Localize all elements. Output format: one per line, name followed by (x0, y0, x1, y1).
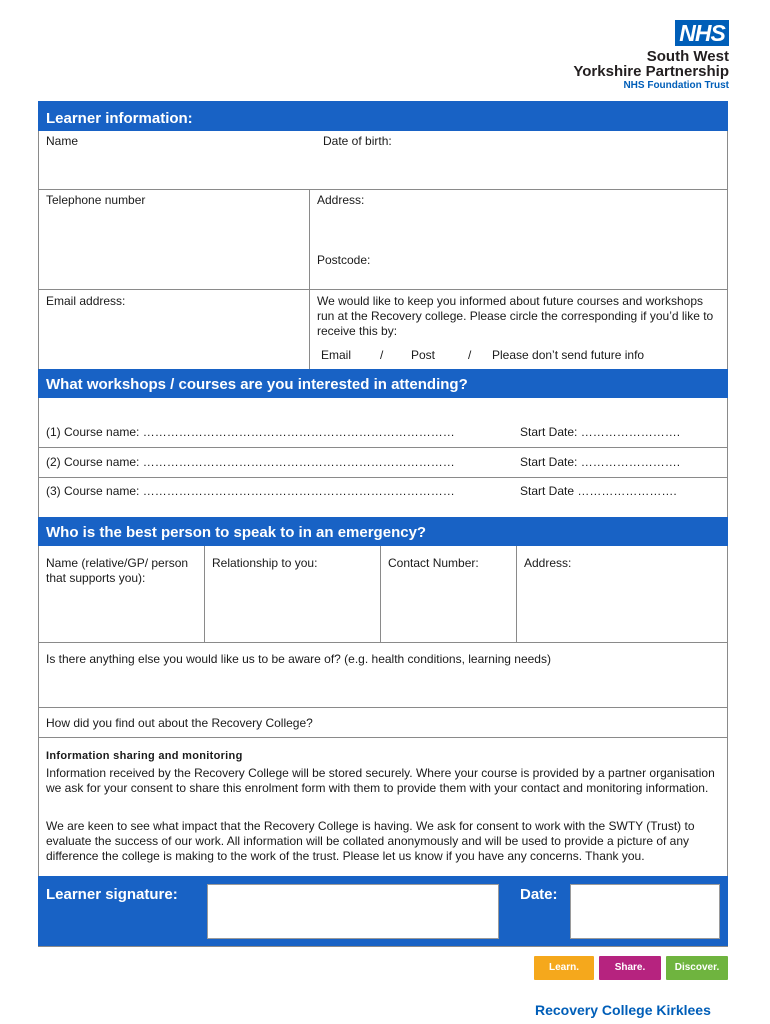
start-date-2[interactable]: Start Date: ……………………. (520, 455, 681, 469)
divider (204, 546, 205, 642)
aware-label: Is there anything else you would like us to be aware of? (e.g. health conditions, learning needs) (46, 652, 551, 666)
email-label: Email address: (46, 294, 126, 308)
signature-field[interactable] (207, 884, 499, 939)
relationship-label: Relationship to you: (212, 556, 318, 570)
learner-info-heading: Learner information: (38, 101, 728, 131)
org-name-line1: South West (646, 48, 729, 65)
postcode-label: Postcode: (317, 253, 371, 267)
contact-option-none[interactable]: Please don’t send future info (492, 348, 645, 362)
emergency-heading: Who is the best person to speak to in an emergency? (38, 517, 728, 546)
emergency-address-label: Address: (524, 556, 572, 570)
course-name-3[interactable]: (3) Course name: …………………………………………………………………… (46, 484, 455, 498)
org-name-line3: NHS Foundation Trust (623, 80, 729, 91)
divider (38, 707, 728, 708)
start-date-3[interactable]: Start Date ……………………. (520, 484, 677, 498)
org-name-line2: Yorkshire Partnership (573, 63, 729, 80)
divider (38, 477, 728, 478)
date-label: Date: (520, 886, 558, 903)
discover-badge: Discover. (666, 956, 728, 980)
contact-option-post[interactable]: Post (411, 348, 436, 362)
start-date-1[interactable]: Start Date: ……………………. (520, 425, 681, 439)
postcode-field[interactable] (380, 250, 720, 286)
dob-field[interactable] (320, 150, 720, 186)
contact-option-email[interactable]: Email (321, 348, 352, 362)
found-out-field[interactable] (340, 710, 726, 736)
divider (380, 546, 381, 642)
nhs-logo: NHS (675, 20, 729, 46)
emergency-name-label: Name (relative/GP/ person that supports you): (46, 556, 189, 585)
divider (38, 737, 728, 738)
telephone-field[interactable] (40, 210, 305, 286)
name-field[interactable] (40, 132, 310, 188)
workshops-heading: What workshops / courses are you interested in attending? (38, 369, 728, 398)
signature-label: Learner signature: (46, 886, 178, 903)
divider (38, 189, 728, 190)
contact-number-label: Contact Number: (388, 556, 479, 570)
address-field[interactable] (312, 210, 722, 250)
aware-field[interactable] (40, 670, 726, 706)
course-name-2[interactable]: (2) Course name: …………………………………………………………………… (46, 455, 455, 469)
recovery-college-name: Recovery College Kirklees (535, 1002, 711, 1018)
divider (38, 289, 728, 290)
divider (38, 642, 728, 643)
dob-label: Date of birth: (323, 134, 392, 148)
option-separator: / (380, 348, 384, 362)
date-field[interactable] (570, 884, 720, 939)
option-separator: / (468, 348, 472, 362)
info-sharing-paragraph-2: We are keen to see what impact that the Recovery College is having. We ask for consent to work with the SWTY (Trust) to evaluate the success of our work. All information will be collated anonymously and will be used to provide a picture of any difference the college is making to the work of the trust. Please let us know if you have any concerns. Thank you. (46, 819, 695, 863)
divider (38, 447, 728, 448)
info-sharing-heading: Information sharing and monitoring (46, 750, 243, 762)
info-sharing-paragraph-1: Information received by the Recovery College will be stored securely. Where your course is provided by a partner organisation we ask for your consent to share this enrolment form with them to provide them with your contact and monitoring information. (46, 766, 715, 795)
name-label: Name (46, 134, 79, 148)
divider (516, 546, 517, 642)
found-out-label: How did you find out about the Recovery College? (46, 716, 313, 730)
divider (309, 189, 310, 369)
telephone-label: Telephone number (46, 193, 146, 207)
share-badge: Share. (599, 956, 661, 980)
address-label: Address: (317, 193, 365, 207)
email-field[interactable] (40, 310, 305, 366)
learn-badge: Learn. (534, 956, 594, 980)
course-name-1[interactable]: (1) Course name: …………………………………………………………………… (46, 425, 455, 439)
keep-informed-text: We would like to keep you informed about future courses and workshops run at the Recovery college. Please circle the corresponding if you’d like to receive this by: (317, 294, 714, 338)
